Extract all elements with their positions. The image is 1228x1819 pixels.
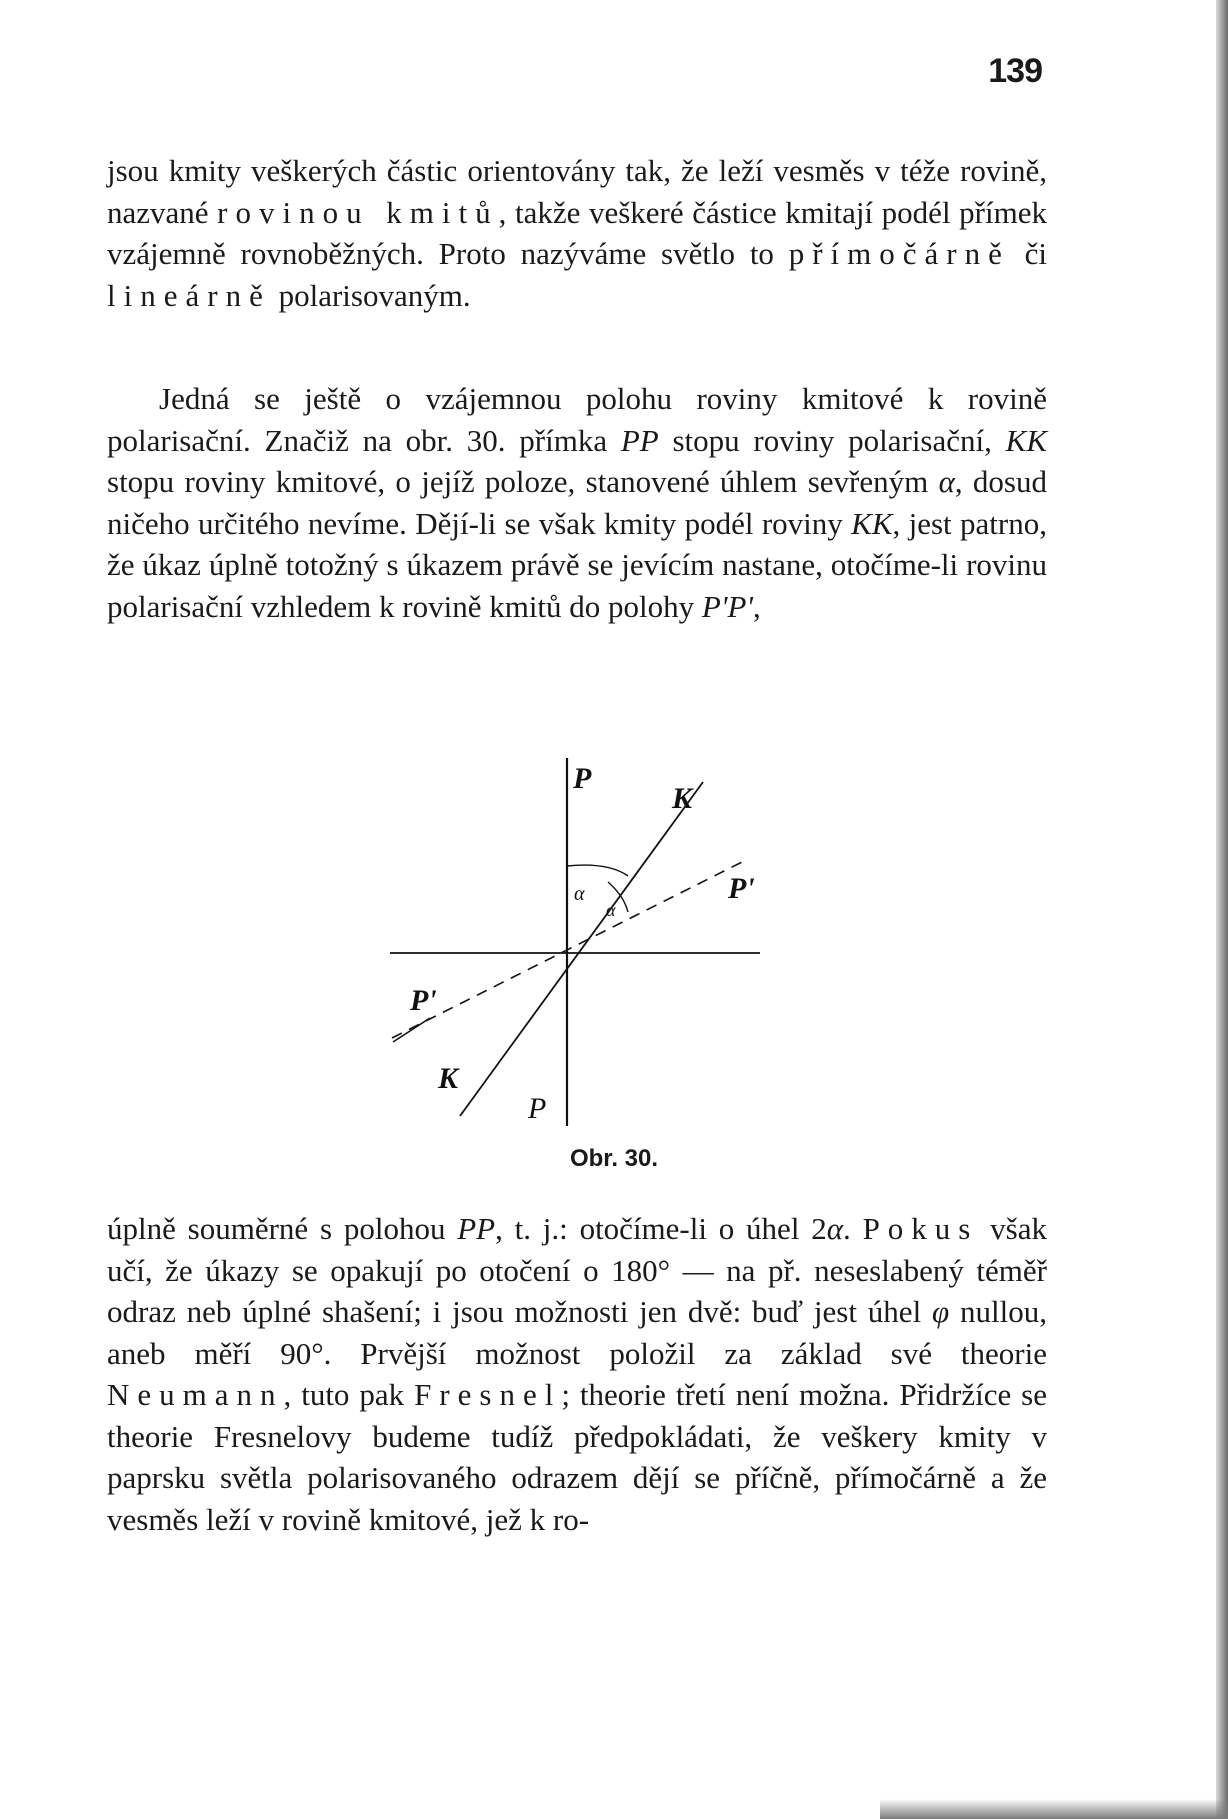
symbol-p-prime-p-prime: P'P': [701, 588, 754, 624]
figure-caption: Obr. 30.: [569, 1145, 659, 1172]
label-p-prime-left: P': [410, 984, 437, 1017]
symbol-pp: PP: [457, 1211, 496, 1246]
symbol-alpha: α: [938, 464, 955, 499]
paragraph-3-text: .: [843, 1211, 863, 1246]
spaced-term-pokus: Pokus: [862, 1211, 979, 1246]
figure-30-diagram: [370, 748, 770, 1138]
angle-label-alpha-2: α: [606, 900, 616, 920]
paragraph-2-text: , dosud ničeho určitého nevíme. Dějí-li se však kmity podél roviny: [107, 464, 1047, 541]
paragraph-2-text: , jest patrno, že úkaz úplně totožný s úkazem právě se jevícím nastane, otočíme-li rovinu polarisační vzhledem k rovině kmitů do polohy: [107, 505, 1047, 624]
line-p-prime-p-prime: [392, 860, 746, 1038]
paragraph-3: [107, 1208, 1047, 1540]
paragraph-3-text: , tuto pak: [283, 1377, 415, 1412]
line-p-prime-tail: [393, 1018, 430, 1042]
page-edge-shadow: [1216, 0, 1228, 1819]
spaced-name-fresnel: Fresnel: [414, 1377, 562, 1412]
angle-label-alpha-1: α: [574, 883, 585, 905]
paragraph-1-text: či: [1009, 236, 1047, 271]
paragraph-2-text: stopu roviny kmitové, o jejíž poloze, stanovené úhlem sevřeným: [107, 464, 939, 499]
symbol-alpha: α: [826, 1211, 844, 1246]
spaced-term-primocarne: přímočárně: [788, 236, 1010, 271]
spaced-term-rovinou-kmitu: rovinou kmitů: [217, 194, 499, 230]
paragraph-3-text: však učí, že úkazy se opakují po otočení o 180° — na př. neseslabený téměř odraz neb úplné shašení; i jsou možnosti jen dvě: buď jest úhel: [107, 1211, 1047, 1329]
symbol-pp: PP: [620, 422, 659, 458]
label-p-bottom: P: [528, 1092, 547, 1125]
paragraph-1-text: , takže veškeré částice kmitají podél přímek vzájemně rovnoběžných. Proto nazýváme světlo to: [107, 194, 1047, 271]
label-p-prime-right: P': [728, 872, 755, 905]
symbol-phi: φ: [932, 1294, 950, 1329]
paragraph-2-text: stopu roviny polarisační,: [658, 422, 1006, 458]
paragraph-1: [107, 150, 1047, 316]
page-corner-shadow: [880, 1799, 1228, 1819]
symbol-kk: KK: [851, 505, 893, 541]
spaced-term-linearne: lineárně: [107, 277, 271, 313]
label-k-top: K: [672, 782, 693, 815]
paragraph-3-text: úplně souměrné s polohou: [107, 1211, 458, 1246]
paragraph-2: [107, 378, 1047, 627]
paragraph-3-text: nullou, aneb měří 90°. Prvější možnost položil za základ své theorie: [107, 1294, 1047, 1371]
symbol-kk: KK: [1005, 422, 1047, 458]
page-number: 139: [988, 52, 1042, 90]
label-p-top: P: [573, 762, 592, 795]
label-k-bottom: K: [438, 1062, 459, 1095]
line-kk: [460, 782, 703, 1116]
angle-arc-alpha-1: [567, 865, 628, 876]
paragraph-2-text: Jedná se ještě o vzájemnou polohu roviny kmitové k rovině polarisační. Značiž na obr. 30. přímka: [107, 381, 1047, 458]
spaced-name-neumann: Neumann: [107, 1377, 284, 1412]
paragraph-3-text: , t. j.: otočíme-li o úhel 2: [495, 1211, 827, 1246]
paragraph-1-text: polarisovaným.: [270, 277, 471, 313]
paragraph-1-text: jsou kmity veškerých částic orientovány tak, že leží vesměs v téže rovině, nazvané: [107, 153, 1047, 230]
paragraph-2-text: ,: [753, 588, 761, 624]
paragraph-3-text: ; theorie třetí není možna. Přidržíce se theorie Fresnelovy budeme tudíž předpokládati, že veškery kmity v paprsku světla polarisovaného odrazem dějí se příčně, přímočárně a že vesměs leží v rovině kmitové, jež k ro-: [107, 1377, 1047, 1537]
